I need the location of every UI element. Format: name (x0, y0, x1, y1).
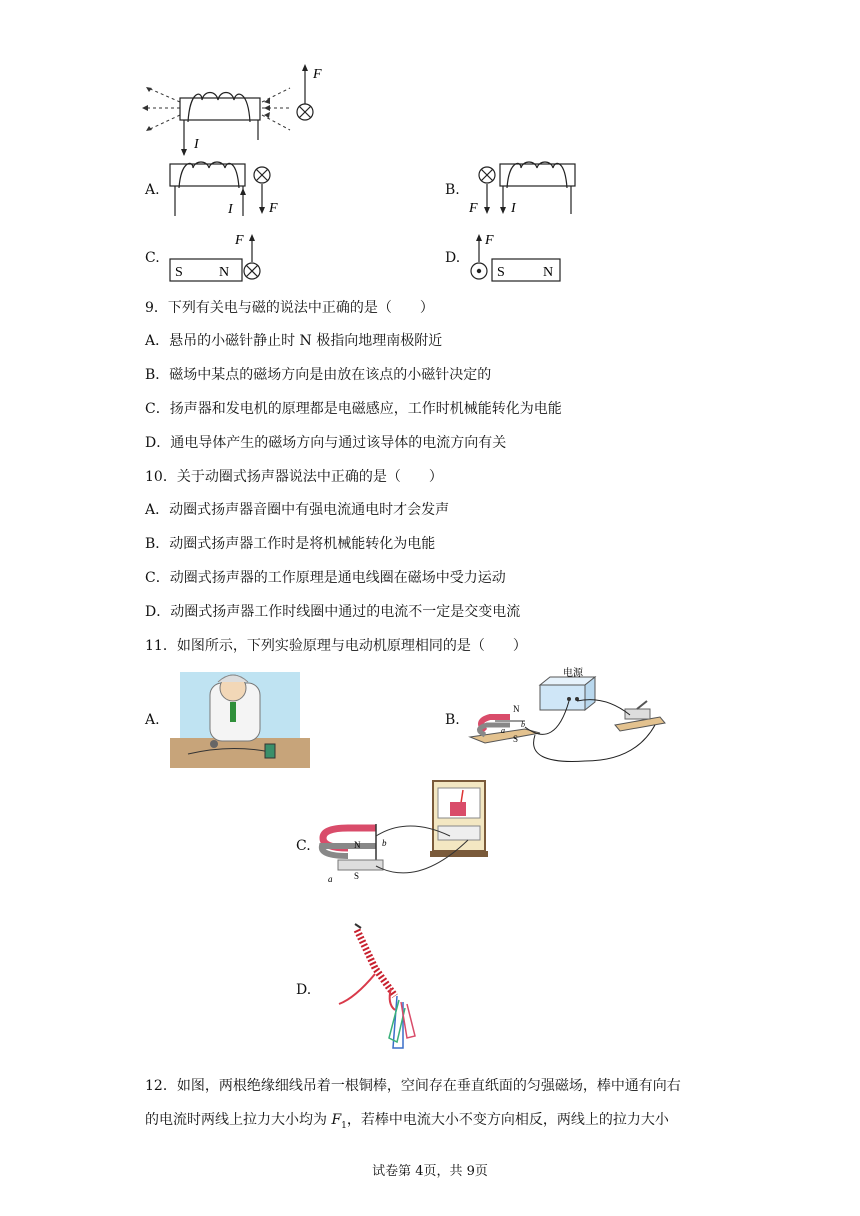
q8-option-b-figure (465, 160, 585, 220)
q9-stem: 9．下列有关电与磁的说法中正确的是（ ） (145, 300, 434, 316)
q8-main-figure (140, 60, 340, 160)
q9-option-c[interactable]: C．扬声器和发电机的原理都是电磁感应，工作时机械能转化为电能 (145, 401, 562, 417)
option-d-n-pole: N (543, 265, 554, 280)
q8-option-d-figure (465, 228, 575, 284)
q11-option-d-image (335, 918, 425, 1058)
q11-option-b-image (465, 665, 675, 770)
q12-line-2 (145, 1110, 669, 1136)
q8-option-c-figure (165, 228, 275, 284)
q9-option-a[interactable]: A．悬吊的小磁针静止时 N 极指向地理南极附近 (145, 333, 443, 349)
q8-option-c-label[interactable]: C. (145, 250, 160, 266)
fig-current-label: I (194, 137, 199, 152)
fig-b-label-a: a (501, 726, 505, 735)
option-b-current: I (511, 201, 516, 216)
q12-line-2-part-a: 的电流时两线上拉力大小均为 (145, 1112, 332, 1128)
q11-option-b-label[interactable]: B. (445, 712, 460, 728)
option-c-n-pole: N (219, 265, 230, 280)
page-footer: 试卷第 4页，共 9页 (372, 1164, 488, 1179)
q8-option-a-label[interactable]: A. (145, 182, 160, 198)
fig-c-n-pole: N (354, 840, 361, 850)
q12-force-subscript: 1 (341, 1120, 347, 1131)
fig-c-label-b: b (382, 838, 387, 848)
option-a-force: F (269, 201, 278, 216)
q11-option-d-label[interactable]: D. (296, 982, 312, 998)
option-c-force: F (235, 233, 244, 248)
q10-option-a[interactable]: A．动圈式扬声器音圈中有强电流通电时才会发声 (145, 502, 450, 518)
option-d-s-pole: S (497, 265, 505, 280)
option-d-force: F (485, 233, 494, 248)
q10-stem: 10．关于动圈式扬声器说法中正确的是（ ） (145, 469, 443, 485)
q12-force-symbol: F (331, 1112, 342, 1128)
fig-b-n-pole: N (513, 704, 520, 714)
fig-b-s-pole: S (513, 734, 519, 744)
fig-c-s-pole: S (354, 871, 360, 881)
q8-option-d-label[interactable]: D. (445, 250, 461, 266)
q11-option-c-label[interactable]: C. (296, 838, 311, 854)
q12-line-1: 12．如图，两根绝缘细线吊着一根铜棒，空间存在垂直纸面的匀强磁场，棒中通有向右 (145, 1078, 681, 1094)
q8-option-b-label[interactable]: B. (445, 182, 460, 198)
q10-option-d[interactable]: D．动圈式扬声器工作时线圈中通过的电流不一定是交变电流 (145, 604, 521, 620)
q11-option-c-image (318, 776, 498, 891)
q8-option-a-figure (165, 160, 290, 220)
q11-option-a-label[interactable]: A. (145, 712, 160, 728)
fig-c-label-a: a (328, 874, 333, 884)
q10-option-b[interactable]: B．动圈式扬声器工作时是将机械能转化为电能 (145, 536, 436, 552)
q9-option-d[interactable]: D．通电导体产生的磁场方向与通过该导体的电流方向有关 (145, 435, 507, 451)
option-c-s-pole: S (175, 265, 183, 280)
q12-line-2-part-b: ，若棒中电流大小不变方向相反，两线上的拉力大小 (346, 1112, 669, 1128)
option-b-force: F (469, 201, 478, 216)
q11-option-a-image (170, 668, 310, 768)
q10-option-c[interactable]: C．动圈式扬声器的工作原理是通电线圈在磁场中受力运动 (145, 570, 506, 586)
fig-force-label: F (313, 67, 322, 82)
option-a-current: I (228, 202, 233, 217)
power-supply-label: 电源 (563, 668, 583, 679)
q11-stem: 11．如图所示，下列实验原理与电动机原理相同的是（ ） (145, 638, 527, 654)
fig-b-label-b: b (521, 720, 525, 729)
q9-option-b[interactable]: B．磁场中某点的磁场方向是由放在该点的小磁针决定的 (145, 367, 492, 383)
